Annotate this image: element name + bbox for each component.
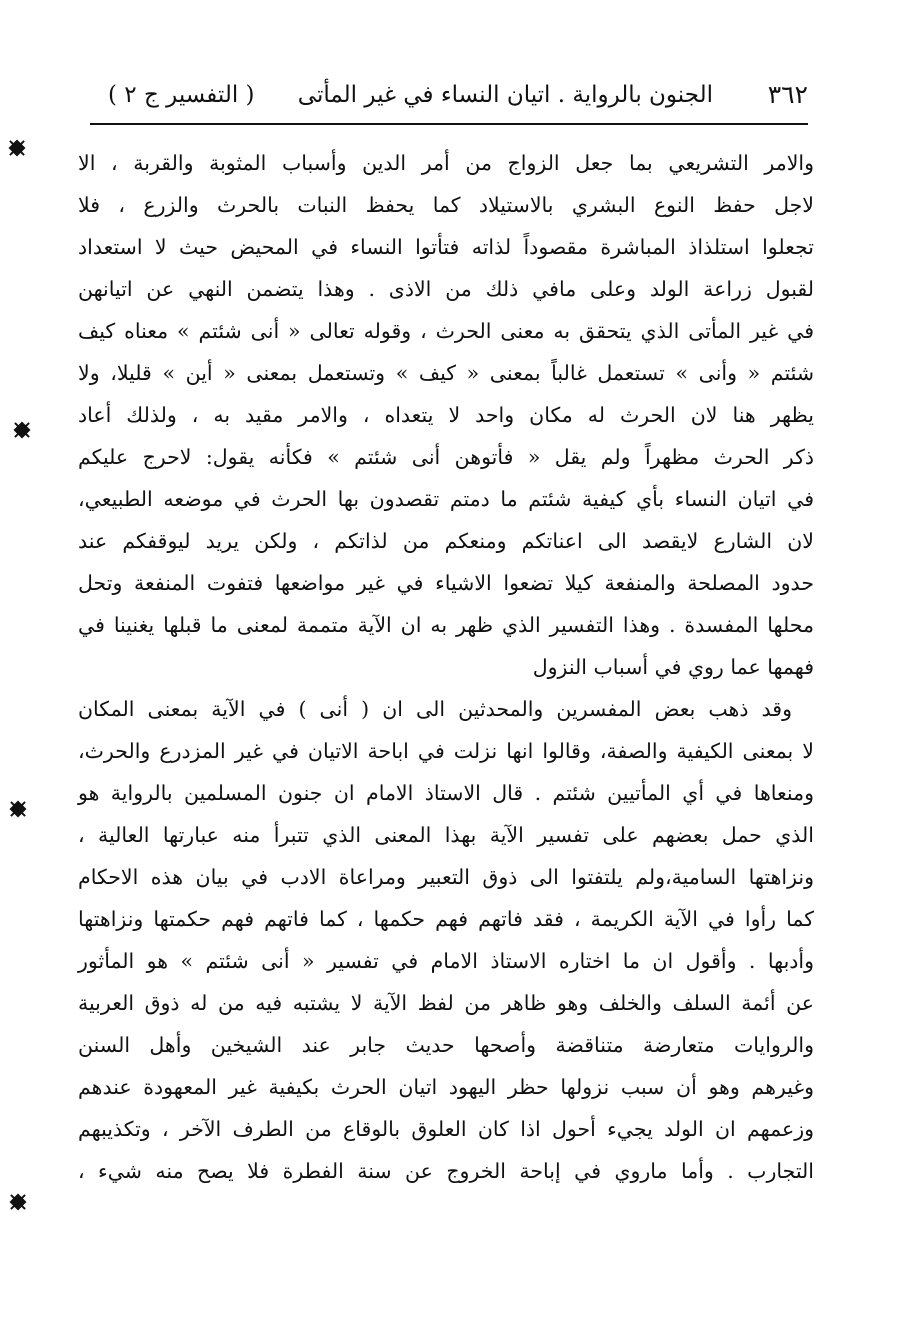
text-line: محلها المفسدة . وهذا التفسير الذي ظهر به ان الآية متممة لمعنى ما قبلها يغنينا في [78,613,814,637]
text-line: لا بمعنى الكيفية والصفة، وقالوا انها نزلت في اباحة الاتيان في غير المزدرع والحرث، [78,739,814,763]
running-title: الجنون بالرواية . اتيان النساء في غير المأتى [297,82,713,108]
text-line: حدود المصلحة والمنفعة كيلا تضعوا الاشياء في غير مواضعها فتفوت المنفعة وتحل [78,571,814,595]
text-line: وغيرهم وهو أن سبب نزولها حظر اليهود اتيان الحرث بكيفية غير المعهودة عندهم [78,1075,814,1099]
text-line: عن أئمة السلف والخلف وهو ظاهر من لفظ الآية لا يشتبه فيه من له ذوق العربية [78,991,814,1015]
header-rule [90,123,808,125]
text-line: والروايات متعارضة متناقضة وأصحها حديث جابر عند الشيخين وأهل السنن [78,1033,814,1057]
volume-label: ( التفسير ج ٢ ) [108,82,255,108]
text-line: تجعلوا استلذاذ المباشرة مقصوداً لذاته فتأتوا النساء في المحيض حيث لا استعداد [78,235,814,259]
text-line: لان الشارع لايقصد الى اعناتكم ومنعكم من لذاتكم ، ولكن يريد ليوقفكم عند [78,529,814,553]
text-line: شئتم « وأنى » تستعمل غالباً بمعنى « كيف » وتستعمل بمعنى « أين » قليلا، ولا [78,361,814,385]
text-line: التجارب . وأما ماروي في إباحة الخروج عن سنة الفطرة فلا يصح منه شيء ، [78,1159,814,1183]
text-line: وزعمهم ان الولد يجيء أحول اذا كان العلوق بالوقاع من الطرف الآخر ، وتكذيبهم [78,1117,814,1141]
margin-mark-icon [10,801,27,818]
text-line: لقبول زراعة الولد وعلى مافي ذلك من الاذى . وهذا يتضمن النهي عن اتيانهن [78,277,814,301]
margin-mark-icon [10,1194,27,1211]
text-line: يظهر هنا لان الحرث له مكان واحد لا يتعداه ، والامر مقيد به ، ولذلك أعاد [78,403,814,427]
text-line: في اتيان النساء بأي كيفية شئتم ما دمتم تقصدون بها الحرث في موضعه الطبيعي، [78,487,814,511]
text-line: ومنعاها في أي المأتيين شئتم . قال الاستاذ الامام ان جنون المسلمين بالرواية هو [78,781,814,805]
text-line: في غير المأتى الذي يتحقق به معنى الحرث ، وقوله تعالى « أنى شئتم » معناه كيف [78,319,814,343]
text-line: والامر التشريعي بما جعل الزواج من أمر الدين وأسباب المثوبة والقربة ، الا [78,151,814,175]
text-line: كما رأوا في الآية الكريمة ، فقد فاتهم فهم حكمها ، كما فاتهم فهم حكمتها ونزاهتها [78,907,814,931]
text-line: فهمها عما روي في أسباب النزول [532,655,814,679]
text-line: ذكر الحرث مظهراً ولم يقل « فأتوهن أنى شئتم » فكأنه يقول: لاحرج عليكم [78,445,814,469]
page-number: ٣٦٢ [767,80,808,109]
page-header [90,80,808,120]
text-line: لاجل حفظ النوع البشري بالاستيلاد كما يحفظ النبات بالحرث والزرع ، فلا [78,193,814,217]
text-line: وأدبها . وأقول ان ما اختاره الاستاذ الامام في تفسير « أنى شئتم » هو المأثور [78,949,814,973]
text-line: ونزاهتها السامية،ولم يلتفتوا الى ذوق التعبير ومراعاة الادب في بيان هذه الاحكام [78,865,814,889]
margin-mark-icon [14,422,31,439]
text-line: وقد ذهب بعض المفسرين والمحدثين الى ان ( أنى ) في الآية بمعنى المكان [78,697,792,721]
margin-mark-icon [9,140,26,157]
text-line: الذي حمل بعضهم على تفسير الآية بهذا المعنى الذي تتبرأ منه عبارتها العالية ، [78,823,814,847]
